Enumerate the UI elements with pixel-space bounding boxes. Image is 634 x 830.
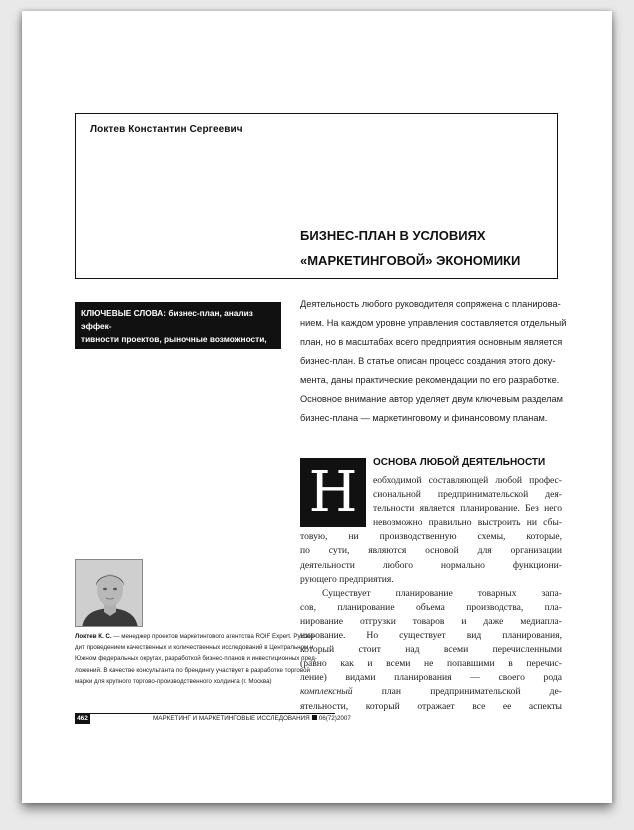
- body-line: ятельности, который отражает все ее аспекты: [300, 700, 562, 712]
- journal-issue: 06(72)2007: [318, 715, 351, 722]
- abstract-line: Основное внимание автор уделяет двум ключевым разделам: [300, 394, 563, 404]
- body-line: нирование отгрузки товаров и даже медиапла-: [300, 615, 562, 627]
- abstract-line: Деятельность любого руководителя сопряжена с планирова-: [300, 299, 561, 309]
- page-number: 462: [75, 714, 90, 724]
- body-line: деятельности любого нормально функциони-: [300, 559, 562, 571]
- drop-cap: Н: [300, 458, 366, 527]
- author-portrait-image: [76, 560, 143, 627]
- abstract-line: нием. На каждом уровне управления составляется отдельный: [300, 318, 567, 328]
- author-photo: [75, 559, 143, 627]
- section-heading: ОСНОВА ЛЮБОЙ ДЕЯТЕЛЬНОСТИ: [373, 457, 546, 468]
- body-line: тельности является планирование. Без него: [373, 503, 562, 515]
- keywords-line: маркетинговая стратегия, комплекс маркетинга: [81, 347, 278, 357]
- body-line-with-italic: комплексный план предпринимательской де-: [300, 686, 562, 698]
- body-line: Существует планирование товарных запа-: [322, 587, 562, 599]
- body-line: ление) видами планирования — своего рода: [300, 672, 562, 684]
- bio-line: — менеджер проектов маркетингового агентства ROIF Expert. Руково-: [111, 633, 316, 640]
- bio-line: марки для крупного торгово-производственного холдинга (г. Москва): [75, 677, 272, 685]
- article-abstract: [300, 295, 567, 428]
- body-line: рующего предприятия.: [300, 573, 394, 585]
- title-line: БИЗНЕС-ПЛАН В УСЛОВИЯХ: [300, 228, 486, 243]
- emphasized-word: комплексный: [300, 686, 353, 698]
- abstract-line: план, но в масштабах всего предприятия основным является: [300, 337, 563, 347]
- article-author: Локтев Константин Сергеевич: [90, 124, 243, 135]
- abstract-line: бизнес-плана — маркетинговому и финансовому планам.: [300, 413, 548, 423]
- body-line: (равно как и всеми не попавшими в перечис-: [300, 658, 562, 670]
- bio-line: дит проведением качественных и количественных исследований в Центральном и: [75, 644, 314, 652]
- body-line: нирование. Но существует вид планирования,: [300, 630, 562, 642]
- author-bio: [75, 631, 340, 687]
- bio-line: Южном федеральных округах, разработкой бизнес-планов и инвестиционных пред-: [75, 655, 317, 663]
- journal-footer: [153, 714, 351, 724]
- journal-name: МАРКЕТИНГ И МАРКЕТИНГОВЫЕ ИССЛЕДОВАНИЯ: [153, 715, 310, 722]
- body-line: который стоит над всеми перечисленными: [300, 644, 562, 656]
- abstract-line: бизнес-план. В статье описан процесс создания этого доку-: [300, 356, 556, 366]
- title-line: «МАРКЕТИНГОВОЙ» ЭКОНОМИКИ: [300, 253, 521, 268]
- keywords-line: КЛЮЧЕВЫЕ СЛОВА: бизнес-план, анализ эффек-: [81, 308, 253, 331]
- abstract-line: мента, даны практические рекомендации по его разработке.: [300, 375, 560, 385]
- keywords-line: тивности проектов, рыночные возможности,: [81, 334, 267, 344]
- body-line: еобходимой составляющей любой профес-: [373, 475, 562, 486]
- body-line: невозможно правильно выстроить ни сбы-: [373, 517, 562, 529]
- bio-line: ложений. В качестве консультанта по брендингу участвует в разработке торговой: [75, 666, 310, 674]
- body-line: сов, планирование объема производства, пла-: [300, 601, 562, 613]
- body-line: товую, ни производственную схемы, которые,: [300, 531, 562, 543]
- bio-name: Локтев К. С.: [75, 633, 112, 640]
- body-line: по сути, являются основой для организации: [300, 545, 562, 557]
- article-title: [300, 223, 520, 273]
- keywords-box: [75, 302, 281, 357]
- body-line: сиональной предпринимательской дея-: [373, 489, 562, 501]
- square-bullet-icon: [312, 715, 317, 720]
